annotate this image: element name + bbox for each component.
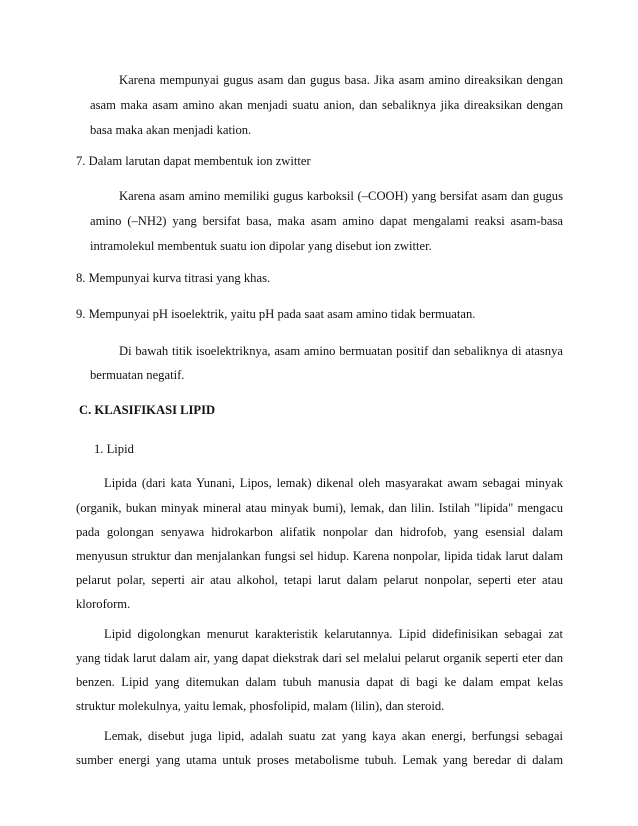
subsection-heading: 1. Lipid bbox=[94, 442, 134, 456]
paragraph-line: asam maka asam amino akan menjadi suatu anion, dan sebaliknya jika direaksikan dengan bbox=[90, 98, 563, 112]
paragraph-line: Karena asam amino memiliki gugus karboksil (–COOH) yang bersifat asam dan gugus bbox=[119, 189, 563, 203]
paragraph-line: yang tidak larut dalam air, yang dapat diekstrak dari sel melalui pelarut organik seperti eter dan bbox=[76, 651, 563, 665]
paragraph-line: Lipid digolongkan menurut karakteristik kelarutannya. Lipid didefinisikan sebagai zat bbox=[104, 627, 563, 641]
paragraph-line: bermuatan negatif. bbox=[90, 368, 185, 382]
paragraph-line: struktur molekulnya, yaitu lemak, phosfolipid, malam (lilin), dan steroid. bbox=[76, 699, 445, 713]
paragraph-line: menyusun struktur dan menjalankan fungsi sel hidup. Karena nonpolar, lipida tidak larut dalam bbox=[76, 549, 563, 563]
paragraph-line: intramolekul membentuk suatu ion dipolar yang disebut ion zwitter. bbox=[90, 239, 432, 253]
paragraph-line: benzen. Lipid yang ditemukan dalam tubuh manusia dapat di bagi ke dalam empat kelas bbox=[76, 675, 563, 689]
paragraph-line: pada golongan senyawa hidrokarbon alifatik nonpolar dan hidrofob, yang esensial dalam bbox=[76, 525, 563, 539]
paragraph-line: pelarut polar, seperti air atau alkohol, tetapi larut dalam pelarut nonpolar, seperti eter atau bbox=[76, 573, 563, 587]
section-heading: C. KLASIFIKASI LIPID bbox=[79, 403, 216, 417]
paragraph-line: Di bawah titik isoelektriknya, asam amino bermuatan positif dan sebaliknya di atasnya bbox=[119, 344, 563, 358]
paragraph-line: basa maka akan menjadi kation. bbox=[90, 123, 252, 137]
paragraph-line: (organik, bukan minyak mineral atau minyak bumi), lemak, dan lilin. Istilah "lipida" mengacu bbox=[76, 501, 563, 515]
list-item-9: 9. Mempunyai pH isoelektrik, yaitu pH pada saat asam amino tidak bermuatan. bbox=[76, 307, 476, 321]
list-item-7: 7. Dalam larutan dapat membentuk ion zwitter bbox=[76, 154, 311, 168]
paragraph-line: Lipida (dari kata Yunani, Lipos, lemak) dikenal oleh masyarakat awam sebagai minyak bbox=[104, 476, 563, 490]
paragraph-line: sumber energi yang utama untuk proses metabolisme tubuh. Lemak yang beredar di dalam bbox=[76, 753, 563, 767]
paragraph-line: kloroform. bbox=[76, 597, 131, 611]
list-item-8: 8. Mempunyai kurva titrasi yang khas. bbox=[76, 271, 271, 285]
paragraph-line: Karena mempunyai gugus asam dan gugus basa. Jika asam amino direaksikan dengan bbox=[119, 73, 563, 87]
paragraph-line: amino (–NH2) yang bersifat basa, maka asam amino dapat mengalami reaksi asam-basa bbox=[90, 214, 563, 228]
paragraph-line: Lemak, disebut juga lipid, adalah suatu zat yang kaya akan energi, berfungsi sebagai bbox=[104, 729, 563, 743]
